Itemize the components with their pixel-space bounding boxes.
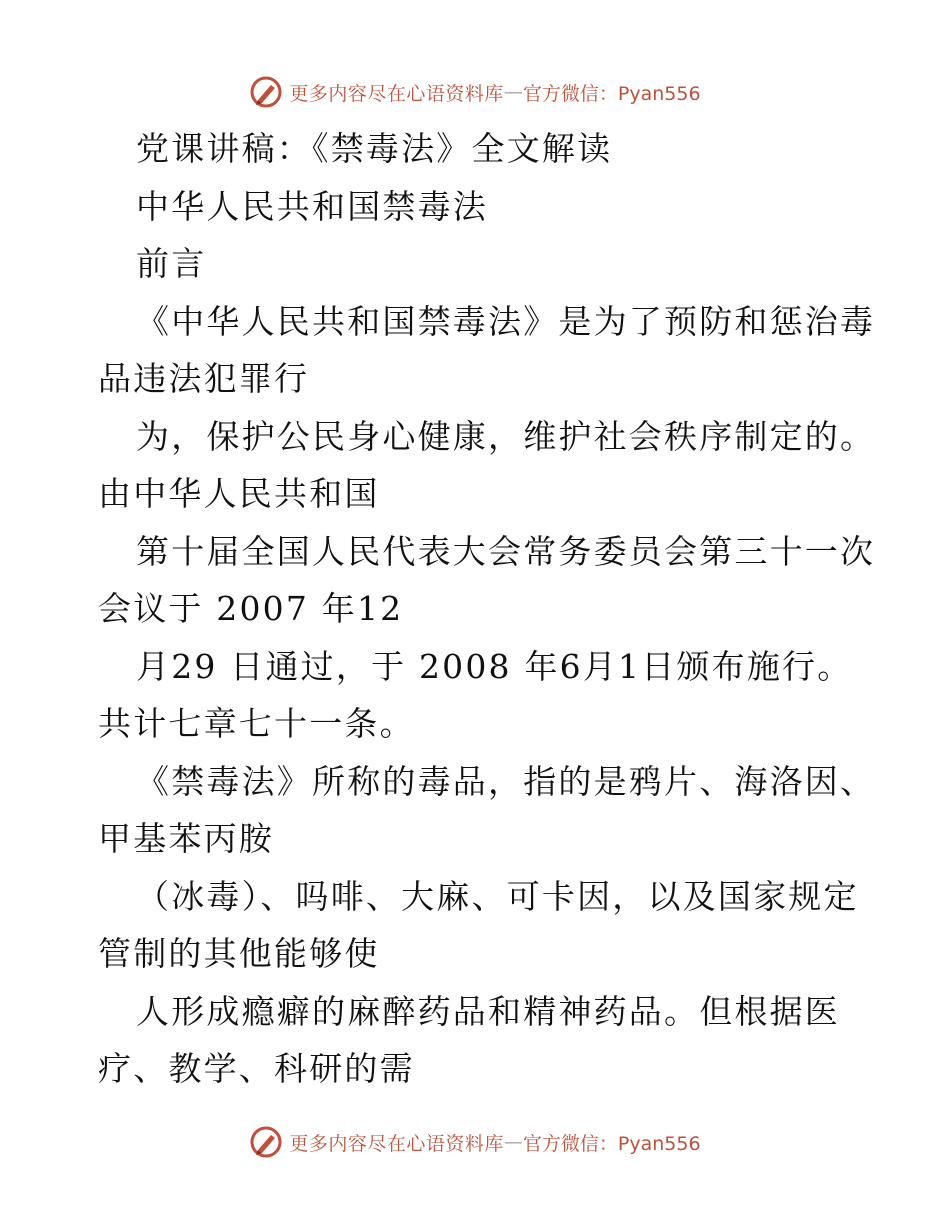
text-line: 人形成瘾癖的麻醉药品和精神药品。但根据医 xyxy=(136,991,840,1031)
text-line: 由中华人民共和国 xyxy=(98,474,380,513)
text-line: 疗、教学、科研的需 xyxy=(98,1049,415,1088)
banner-separator: — xyxy=(503,81,523,103)
footer-banner xyxy=(0,1122,950,1162)
banner-wechat-text: 官方微信：Pyan556 xyxy=(522,1132,701,1155)
law-name: 中华人民共和国禁毒法 xyxy=(136,186,488,226)
section-heading-preface: 前言 xyxy=(136,244,207,283)
pen-logo-icon xyxy=(249,1125,283,1159)
text-line: 品违法犯罪行 xyxy=(98,359,310,398)
text-line: 《禁毒法》所称的毒品，指的是鸦片、海洛因、 xyxy=(136,761,876,801)
document-body xyxy=(98,120,876,1098)
text-line: 甲基苯丙胺 xyxy=(98,819,274,858)
banner-separator: — xyxy=(503,1131,523,1153)
text-line: 月29 日通过，于 2008 年6月1日颁布施行。 xyxy=(136,646,853,686)
text-line: （冰毒）、吗啡、大麻、可卡因，以及国家规定 xyxy=(136,876,859,916)
text-line: 《中华人民共和国禁毒法》是为了预防和惩治毒 xyxy=(136,301,876,341)
text-line: 第十届全国人民代表大会常务委员会第三十一次 xyxy=(136,531,876,571)
header-banner xyxy=(0,72,950,112)
pen-logo-icon xyxy=(249,75,283,109)
banner-wechat-text: 官方微信：Pyan556 xyxy=(522,82,701,105)
banner-site-text: 更多内容尽在心语资料库 xyxy=(289,1132,504,1155)
text-line: 会议于 2007 年12 xyxy=(98,589,404,628)
text-line: 共计七章七十一条。 xyxy=(98,704,415,743)
document-title: 党课讲稿：《禁毒法》全文解读 xyxy=(136,129,613,168)
text-line: 管制的其他能够使 xyxy=(98,934,380,973)
text-line: 为，保护公民身心健康，维护社会秩序制定的。 xyxy=(136,416,876,456)
banner-site-text: 更多内容尽在心语资料库 xyxy=(289,82,504,105)
